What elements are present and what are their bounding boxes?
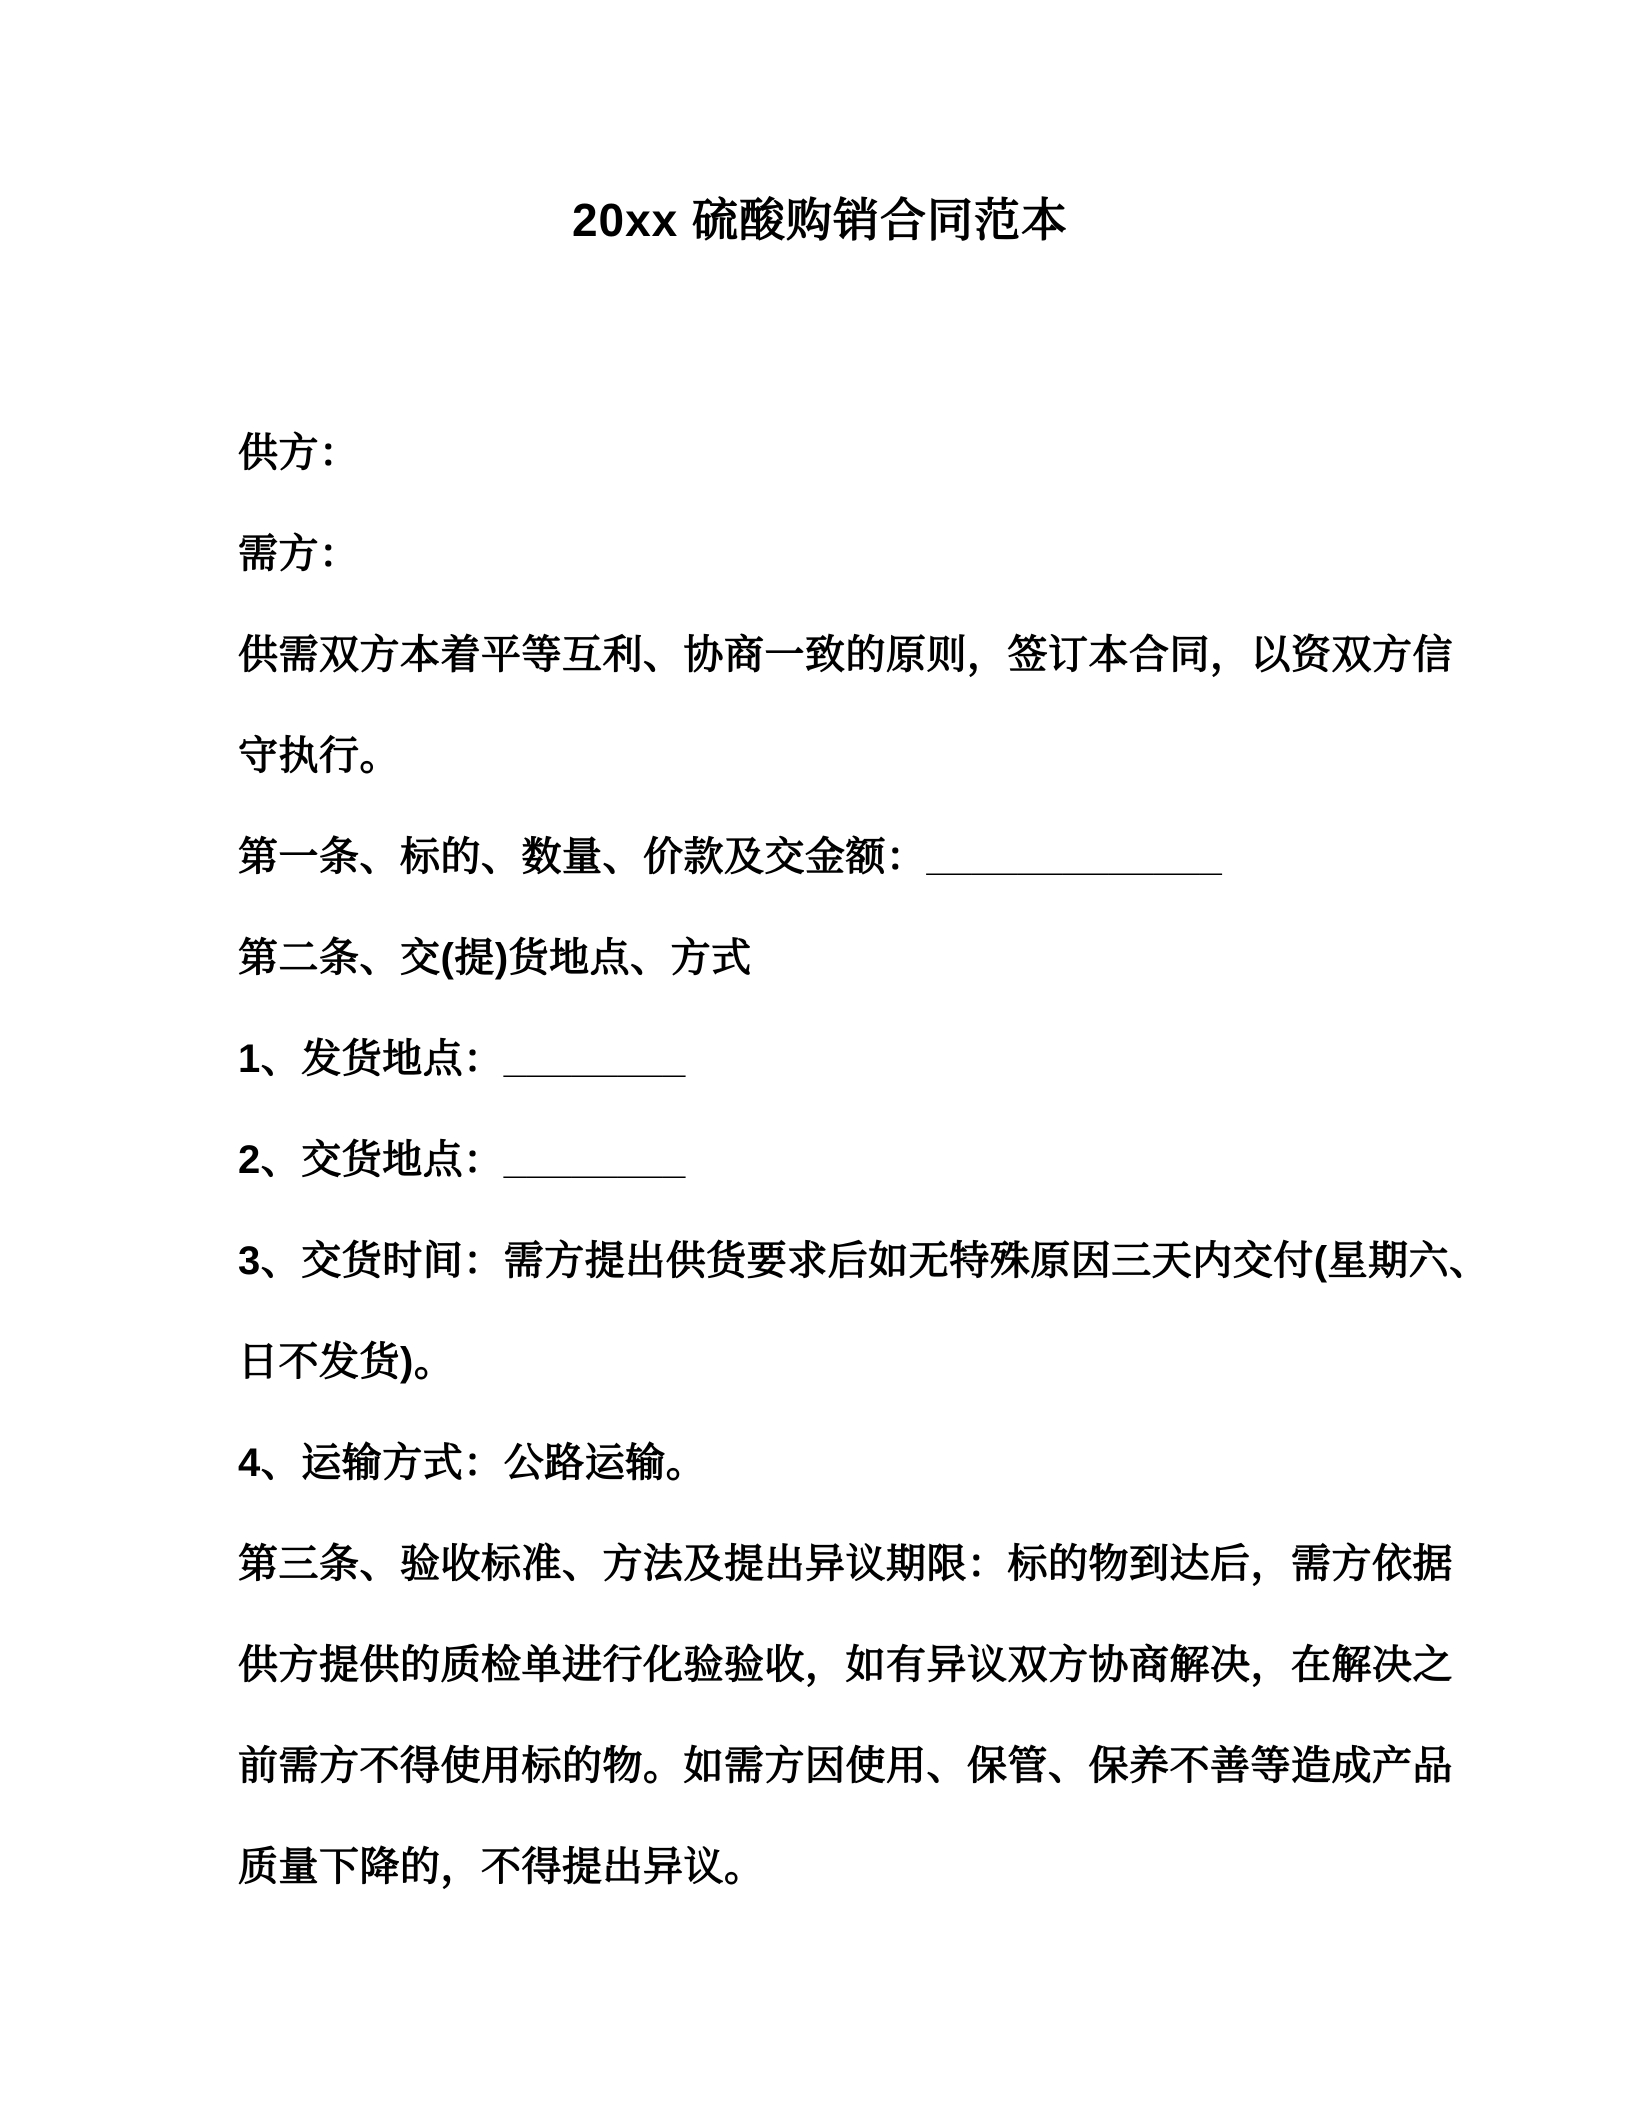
delivery-time-line-1: 3、交货时间：需方提出供货要求后如无特殊原因三天内交付(星期六、 — [238, 1239, 1490, 1283]
delivery-destination-line: 2、交货地点：________ — [238, 1138, 686, 1182]
article-1-line: 第一条、标的、数量、价款及交金额：_____________ — [238, 835, 1223, 879]
document-body — [238, 403, 1490, 1918]
supplier-label-line: 供方： — [238, 431, 360, 475]
article-3-line-3: 前需方不得使用标的物。如需方因使用、保管、保养不善等造成产品 — [238, 1744, 1453, 1788]
delivery-origin-line: 1、发货地点：________ — [238, 1037, 686, 1081]
document-title: 20xx 硫酸购销合同范本 — [571, 194, 1069, 246]
article-3-line-4: 质量下降的，不得提出异议。 — [238, 1845, 765, 1889]
transport-method-line: 4、运输方式：公路运输。 — [238, 1441, 707, 1485]
article-2-heading-line: 第二条、交(提)货地点、方式 — [238, 936, 752, 980]
delivery-time-line-2: 日不发货)。 — [238, 1340, 455, 1384]
buyer-label-line: 需方： — [238, 532, 360, 576]
article-3-line-2: 供方提供的质检单进行化验验收，如有异议双方协商解决，在解决之 — [238, 1643, 1453, 1687]
preamble-line-2: 守执行。 — [238, 734, 400, 778]
preamble-line-1: 供需双方本着平等互利、协商一致的原则，签订本合同，以资双方信 — [238, 633, 1453, 677]
article-3-line-1: 第三条、验收标准、方法及提出异议期限：标的物到达后，需方依据 — [238, 1542, 1453, 1586]
